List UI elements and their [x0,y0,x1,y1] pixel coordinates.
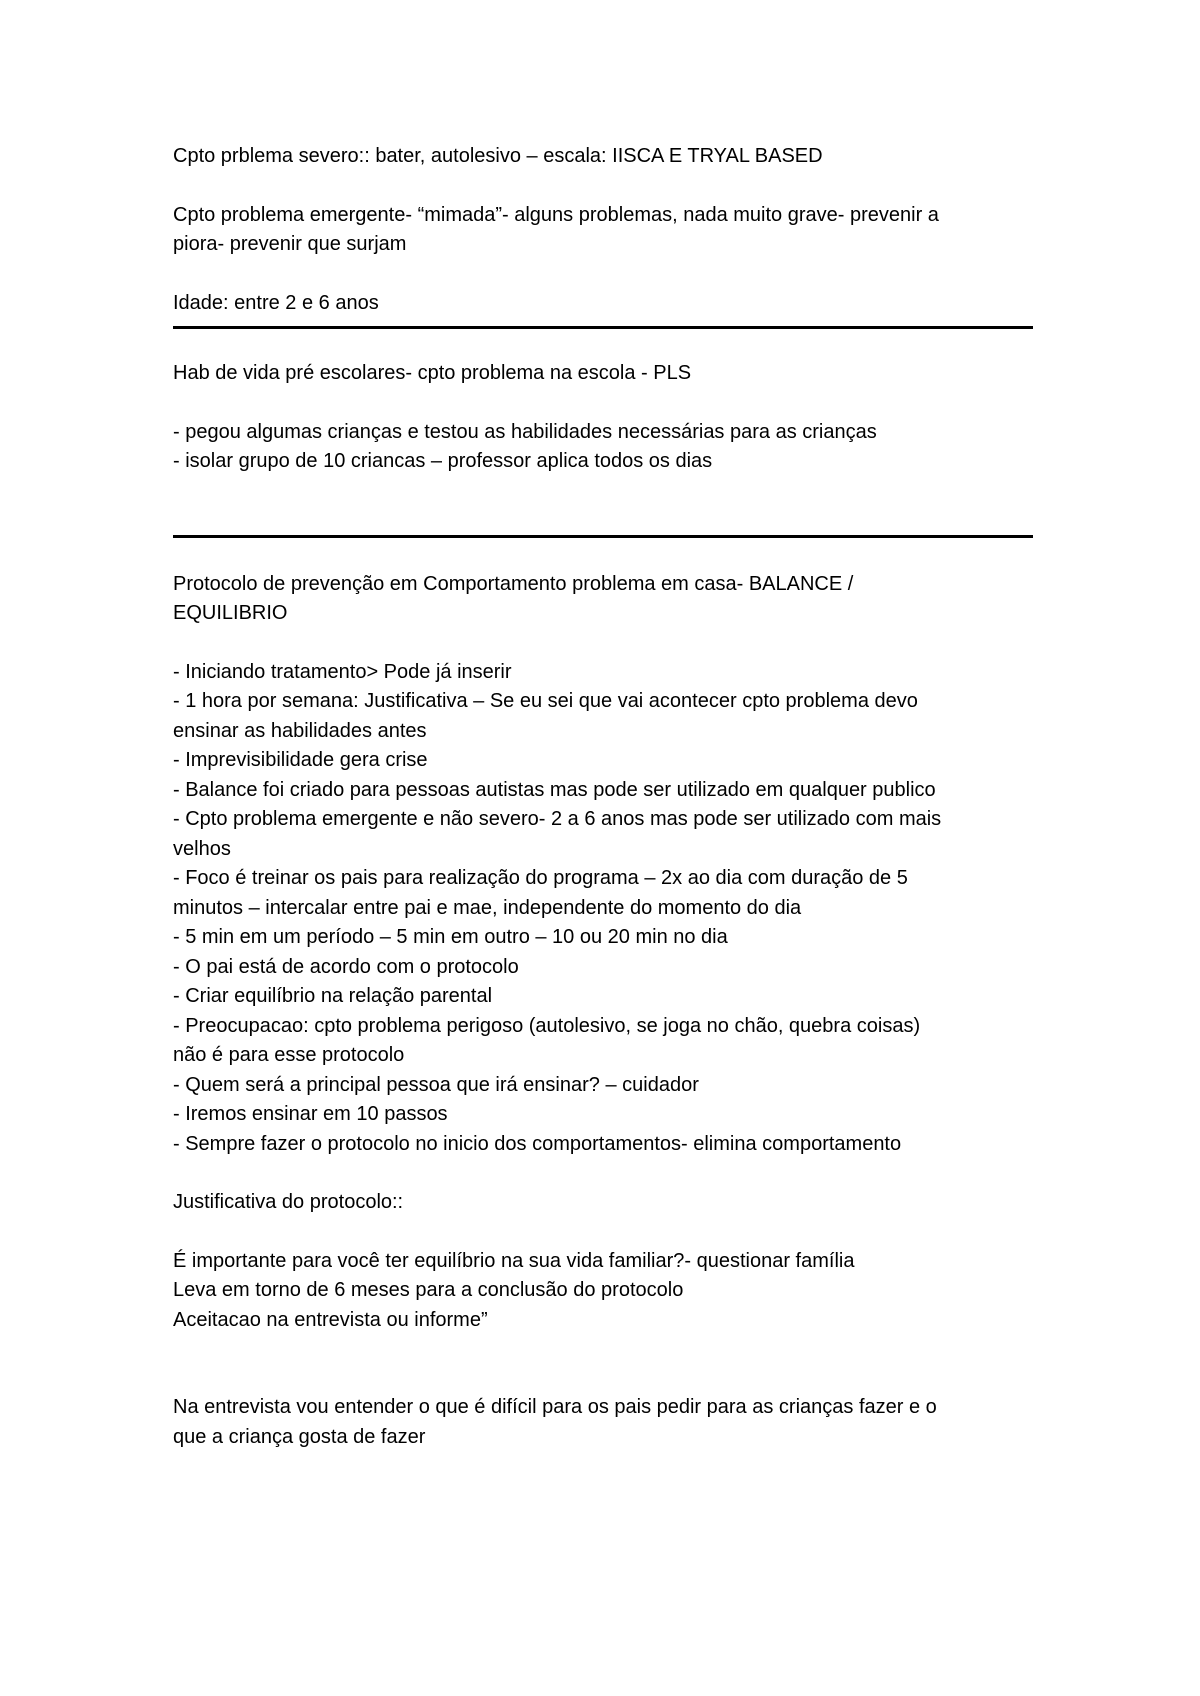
text-line: Justificativa do protocolo:: [173,1191,404,1213]
list-item: - 1 hora por semana: Justificativa – Se eu sei que vai acontecer cpto problema devo [173,690,918,712]
list-item: - Preocupacao: cpto problema perigoso (autolesivo, se joga no chão, quebra coisas) [173,1014,921,1037]
list-item: - Iniciando tratamento> Pode já inserir [173,660,512,683]
list-item: - pegou algumas crianças e testou as habilidades necessárias para as crianças [173,420,877,443]
list-item: velhos [173,837,231,860]
text-line: Cpto prblema severo:: bater, autolesivo – escala: IISCA E TRYAL BASED [173,145,823,167]
horizontal-rule [173,326,1033,329]
text-line: que a criança gosta de fazer [173,1425,426,1448]
list-item: - Quem será a principal pessoa que irá ensinar? – cuidador [173,1073,699,1096]
section3-title [173,570,1033,629]
horizontal-rule [173,535,1033,538]
document-body [173,142,1033,1452]
emergent-problem-paragraph [173,201,1033,260]
text-line: Cpto problema emergente- “mimada”- alguns problemas, nada muito grave- prevenir a [173,203,939,226]
text-line: É importante para você ter equilíbrio na sua vida familiar?- questionar família [173,1249,855,1272]
section2-title [173,359,1033,389]
list-item: - Iremos ensinar em 10 passos [173,1103,448,1125]
list-item: - Imprevisibilidade gera crise [173,749,428,771]
list-item: - Sempre fazer o protocolo no inicio dos comportamentos- elimina comportamento [173,1132,902,1155]
list-item: - 5 min em um período – 5 min em outro – 10 ou 20 min no dia [173,926,728,948]
age-line [173,289,1033,319]
text-line: EQUILIBRIO [173,602,288,624]
list-item: - O pai está de acordo com o protocolo [173,955,519,978]
text-line: piora- prevenir que surjam [173,233,407,255]
text-line: Protocolo de prevenção em Comportamento problema em casa- BALANCE / [173,572,854,595]
text-line: Leva em torno de 6 meses para a conclusão do protocolo [173,1279,684,1301]
justification-paragraph [173,1247,1033,1336]
list-item: - isolar grupo de 10 criancas – professor aplica todos os dias [173,450,713,472]
text-line: Na entrevista vou entender o que é difícil para os pais pedir para as crianças fazer e o [173,1396,937,1418]
justification-title [173,1188,1033,1218]
list-item: ensinar as habilidades antes [173,719,427,742]
list-item: - Cpto problema emergente e não severo- 2 a 6 anos mas pode ser utilizado com mais [173,808,942,830]
section2-list [173,418,1033,477]
list-item: minutos – intercalar entre pai e mae, independente do momento do dia [173,896,802,919]
severe-problem-line [173,142,1033,172]
text-line: Aceitacao na entrevista ou informe” [173,1308,488,1331]
list-item: não é para esse protocolo [173,1044,405,1066]
section3-list [173,658,1033,1160]
text-line: Hab de vida pré escolares- cpto problema na escola - PLS [173,362,692,384]
text-line: Idade: entre 2 e 6 anos [173,291,379,314]
list-item: - Balance foi criado para pessoas autistas mas pode ser utilizado em qualquer publico [173,778,936,801]
list-item: - Foco é treinar os pais para realização do programa – 2x ao dia com duração de 5 [173,867,908,889]
closing-paragraph [173,1393,1033,1452]
list-item: - Criar equilíbrio na relação parental [173,985,493,1007]
